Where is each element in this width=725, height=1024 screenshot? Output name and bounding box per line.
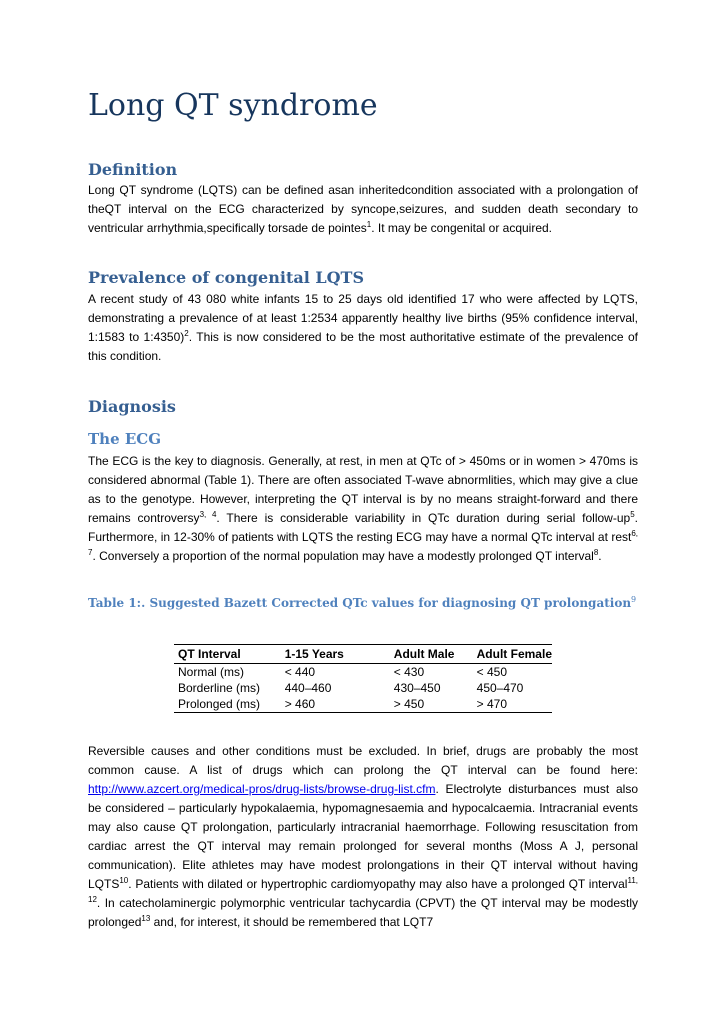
- table-cell: 450–470: [476, 681, 524, 695]
- reversible-ref-2[interactable]: 11, 12: [88, 876, 638, 904]
- table-header-cell: Adult Male: [390, 645, 473, 664]
- definition-paragraph: [88, 181, 638, 238]
- ecg-ref-1[interactable]: 3, 4: [199, 510, 217, 519]
- qtc-table: [174, 644, 552, 713]
- drug-list-link[interactable]: http://www.azcert.org/medical-pros/drug-lists/browse-drug-list.cfm: [88, 782, 436, 796]
- ecg-text-3: . Furthermore, in 12-30% of patients with LQTS the resting ECG may have a normal QTc interval at rest: [88, 511, 638, 544]
- table-cell: Borderline (ms): [178, 681, 261, 695]
- reversible-text-3: . Patients with dilated or hypertrophic cardiomyopathy may also have a prolonged QT interval: [128, 877, 628, 891]
- table-header-cell: Adult Female: [473, 645, 552, 664]
- page-title: Long QT syndrome: [88, 88, 378, 123]
- ecg-heading: The ECG: [88, 430, 162, 448]
- table-row: [174, 680, 552, 696]
- reversible-ref-3[interactable]: 13: [141, 914, 151, 923]
- diagnosis-heading: Diagnosis: [88, 397, 176, 416]
- ecg-text-5: .: [598, 549, 602, 563]
- table-caption-ref[interactable]: 9: [631, 595, 637, 604]
- reversible-text-1: Reversible causes and other conditions must be excluded. In brief, drugs are probably the most common cause. A list of drugs which can prolong the QT interval can be found here:: [88, 744, 638, 777]
- definition-text-2: . It may be congenital or acquired.: [371, 221, 553, 235]
- prevalence-heading: Prevalence of congenital LQTS: [88, 268, 364, 287]
- table-caption: [88, 596, 636, 610]
- table-cell: > 450: [390, 696, 473, 713]
- reversible-causes-paragraph: [88, 742, 638, 932]
- reversible-text-5: and, for interest, it should be remembered that LQT7: [150, 915, 434, 929]
- table-row: [174, 696, 552, 713]
- table-cell: Prolonged (ms): [174, 696, 281, 713]
- prevalence-text-2: . This is now considered to be the most authoritative estimate of the prevalence of this condition.: [88, 330, 639, 363]
- table-cell: 430–450: [393, 681, 441, 695]
- table-cell: < 440: [284, 665, 316, 679]
- ecg-ref-4[interactable]: 8: [593, 548, 599, 557]
- reversible-text-2: . Electrolyte disturbances must also be considered – particularly hypokalaemia, hypomagnesaemia and hypocalcaemia. Intracranial events may also cause QT prolongation, particularly intracranial haemorrhage. Following resuscitation from cardiac arrest the QT interval may remain prolonged for several months (Moss A J, personal communication). Elite athletes may have modest prolongations in their QT interval without having LQTS: [88, 782, 638, 891]
- ecg-text-2: . There is considerable variability in QTc duration during serial follow-up: [216, 511, 631, 525]
- reversible-text-4: . In catecholaminergic polymorphic ventricular tachycardia (CPVT) the QT interval may be modestly prolonged: [88, 896, 638, 929]
- definition-text-1: Long QT syndrome (LQTS) can be defined asan inheritedcondition associated with a prolongation of theQT interval on the ECG characterized by syncope,seizures, and sudden death secondary to ventricular arrhythmia,specifically torsade de pointes: [88, 183, 638, 235]
- table-header-cell: QT Interval: [174, 645, 281, 664]
- ecg-paragraph: [88, 452, 638, 566]
- table-header-cell: 1-15 Years: [281, 645, 390, 664]
- ecg-text-4: . Conversely a proportion of the normal population may have a modestly prolonged QT interval: [92, 549, 594, 563]
- ecg-ref-2[interactable]: 5: [630, 510, 635, 519]
- reversible-ref-1[interactable]: 10: [119, 876, 129, 885]
- table-cell: > 460: [281, 696, 390, 713]
- table-cell: Normal (ms): [178, 665, 244, 679]
- prevalence-ref-1[interactable]: 2: [184, 329, 189, 338]
- definition-heading: Definition: [88, 160, 178, 179]
- prevalence-text-1: A recent study of 43 080 white infants 15 to 25 days old identified 17 who were affected by LQTS, demonstrating a prevalence of at least 1:2534 apparently healthy live births (95% confidence interval, 1:1583 to 1:4350): [88, 292, 638, 344]
- table-cell: < 450: [476, 665, 508, 679]
- table-cell: 440–460: [284, 681, 332, 695]
- table-caption-text: Table 1:. Suggested Bazett Corrected QTc values for diagnosing QT prolongation: [88, 596, 632, 610]
- table-header-row: [174, 645, 552, 664]
- ecg-ref-3[interactable]: 6, 7: [88, 529, 638, 557]
- table-row: [174, 664, 552, 681]
- table-cell: < 430: [393, 665, 425, 679]
- definition-ref-1[interactable]: 1: [366, 220, 372, 229]
- ecg-text-1: The ECG is the key to diagnosis. Generally, at rest, in men at QTc of > 450ms or in women > 470ms is considered abnormal (Table 1). There are often associated T-wave abnormlities, which may give a clue as to the genotype. However, interpreting the QT interval is by no means straight-forward and there remains controversy: [88, 454, 638, 525]
- table-cell: > 470: [473, 696, 552, 713]
- prevalence-paragraph: [88, 290, 638, 366]
